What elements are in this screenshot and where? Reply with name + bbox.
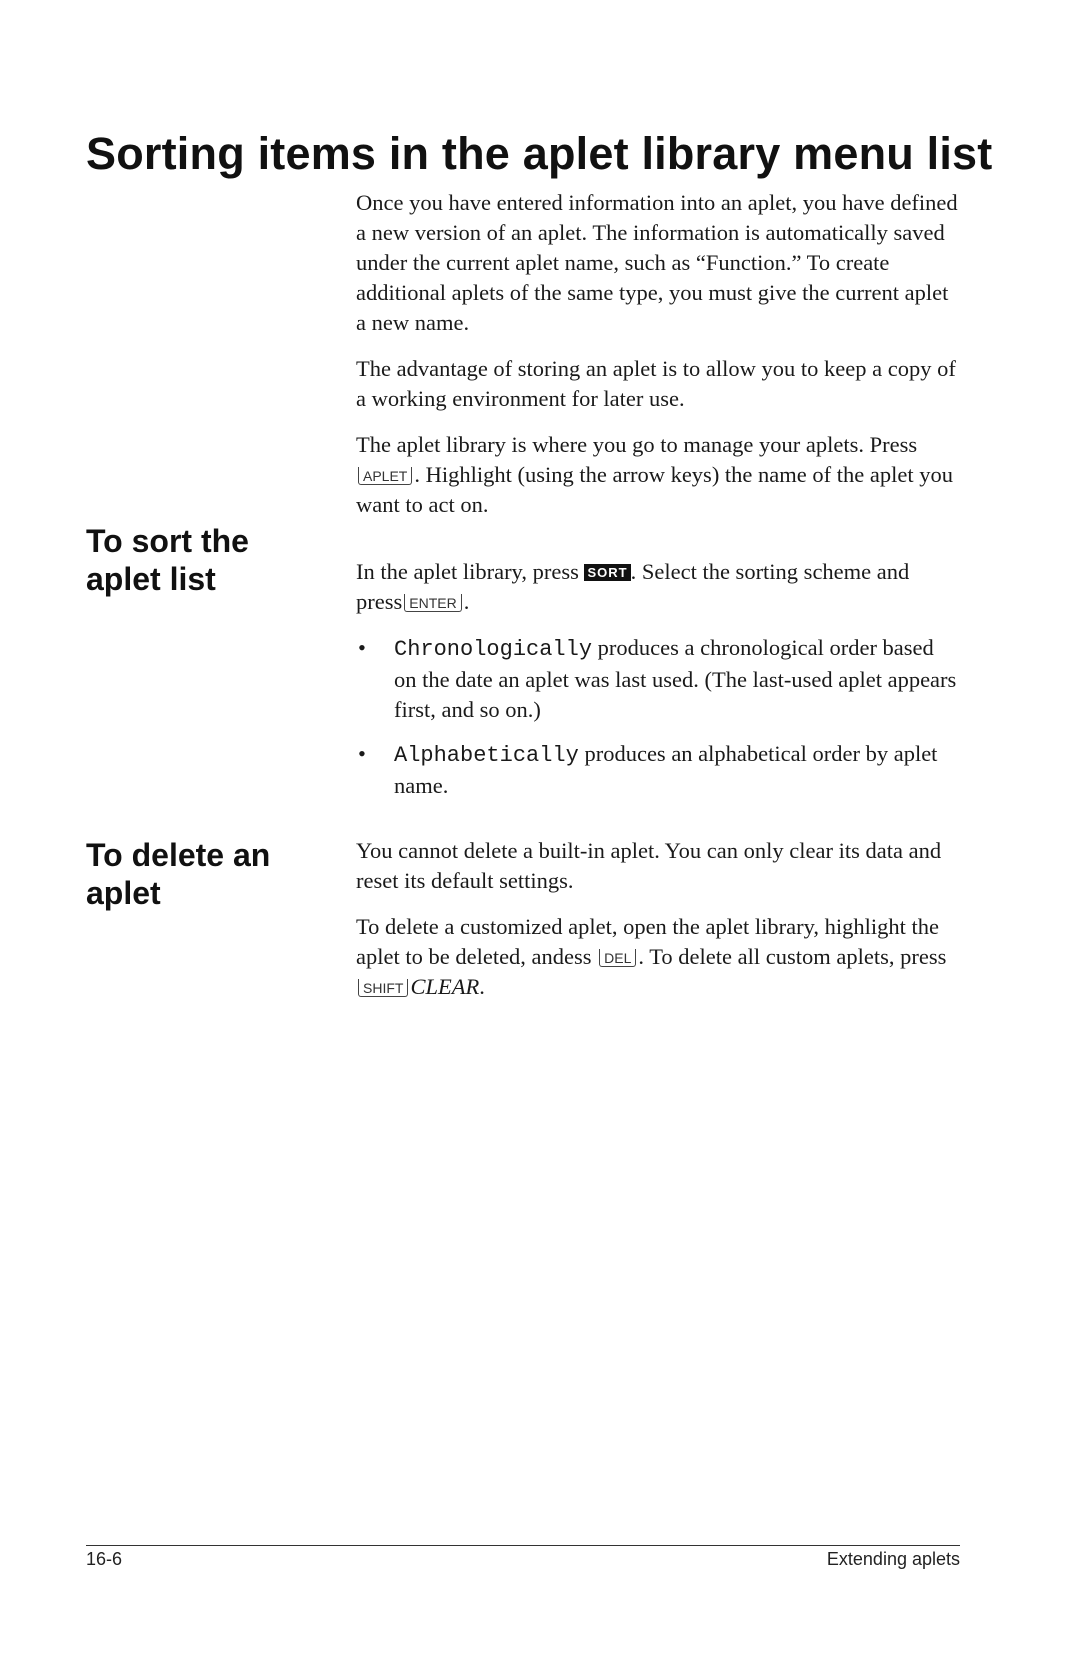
bullet-icon: • (358, 741, 366, 766)
delete-p2-text-before: To delete a customized aplet, open the aplet library, highlight the aplet to be deleted, andess (356, 914, 940, 969)
delete-p2-text-after: . (479, 974, 485, 999)
page-number: 16-6 (86, 1549, 123, 1569)
delete-p2-text-mid: . To delete all custom aplets, press (638, 944, 947, 969)
intro-body (356, 188, 960, 536)
sort-paragraph-1 (356, 557, 960, 617)
sort-section-heading: To sort the aplet list (86, 523, 249, 597)
footer-rule (86, 1545, 960, 1546)
aplet-key: APLET (358, 467, 412, 485)
shift-key: SHIFT (358, 979, 408, 997)
sort-p1-text-after: . (463, 589, 470, 614)
delete-section-heading: To delete an aplet (86, 837, 271, 911)
sort-p1-text-mid: . Select the sorting scheme and press (356, 559, 910, 614)
intro-paragraph-3 (356, 430, 960, 520)
list-item (356, 633, 960, 725)
delete-paragraph-1: You cannot delete a built-in aplet. You can only clear its data and reset its default settings. (356, 838, 942, 893)
sort-p1-text-before: In the aplet library, press (356, 559, 585, 584)
delete-paragraph-2 (356, 912, 960, 1002)
intro-paragraph-1: Once you have entered information into an aplet, you have defined a new version of an aplet. The information is automatically saved under the current aplet name, such as “Function.” To create additional aplets of the same type, you must give the current aplet a new name. (356, 190, 958, 335)
sort-body (356, 557, 960, 817)
delete-body (356, 836, 960, 1018)
option-term: Alphabetically (394, 743, 579, 768)
bullet-icon: • (358, 635, 366, 660)
option-description: produces a chronological order based on the date an aplet was last used. (The last-used aplet appears first, and so on.) (394, 635, 957, 722)
page-title: Sorting items in the aplet library menu list (86, 128, 993, 179)
enter-key: ENTER (404, 594, 461, 612)
intro-p3-text-after: . Highlight (using the arrow keys) the name of the aplet you want to act on. (356, 462, 953, 517)
option-term: Chronologically (394, 637, 593, 662)
chapter-title: Extending aplets (826, 1549, 960, 1569)
option-description: produces an alphabetical order by aplet name. (394, 741, 938, 798)
clear-function-label: CLEAR (410, 974, 480, 999)
list-item (356, 739, 960, 801)
del-key: DEL (599, 949, 636, 967)
intro-p3-text-before: The aplet library is where you go to manage your aplets. Press (356, 432, 918, 457)
sort-options-list (356, 633, 960, 801)
intro-paragraph-2: The advantage of storing an aplet is to allow you to keep a copy of a working environment for later use. (356, 356, 956, 411)
sort-softkey: SORT (584, 564, 630, 581)
